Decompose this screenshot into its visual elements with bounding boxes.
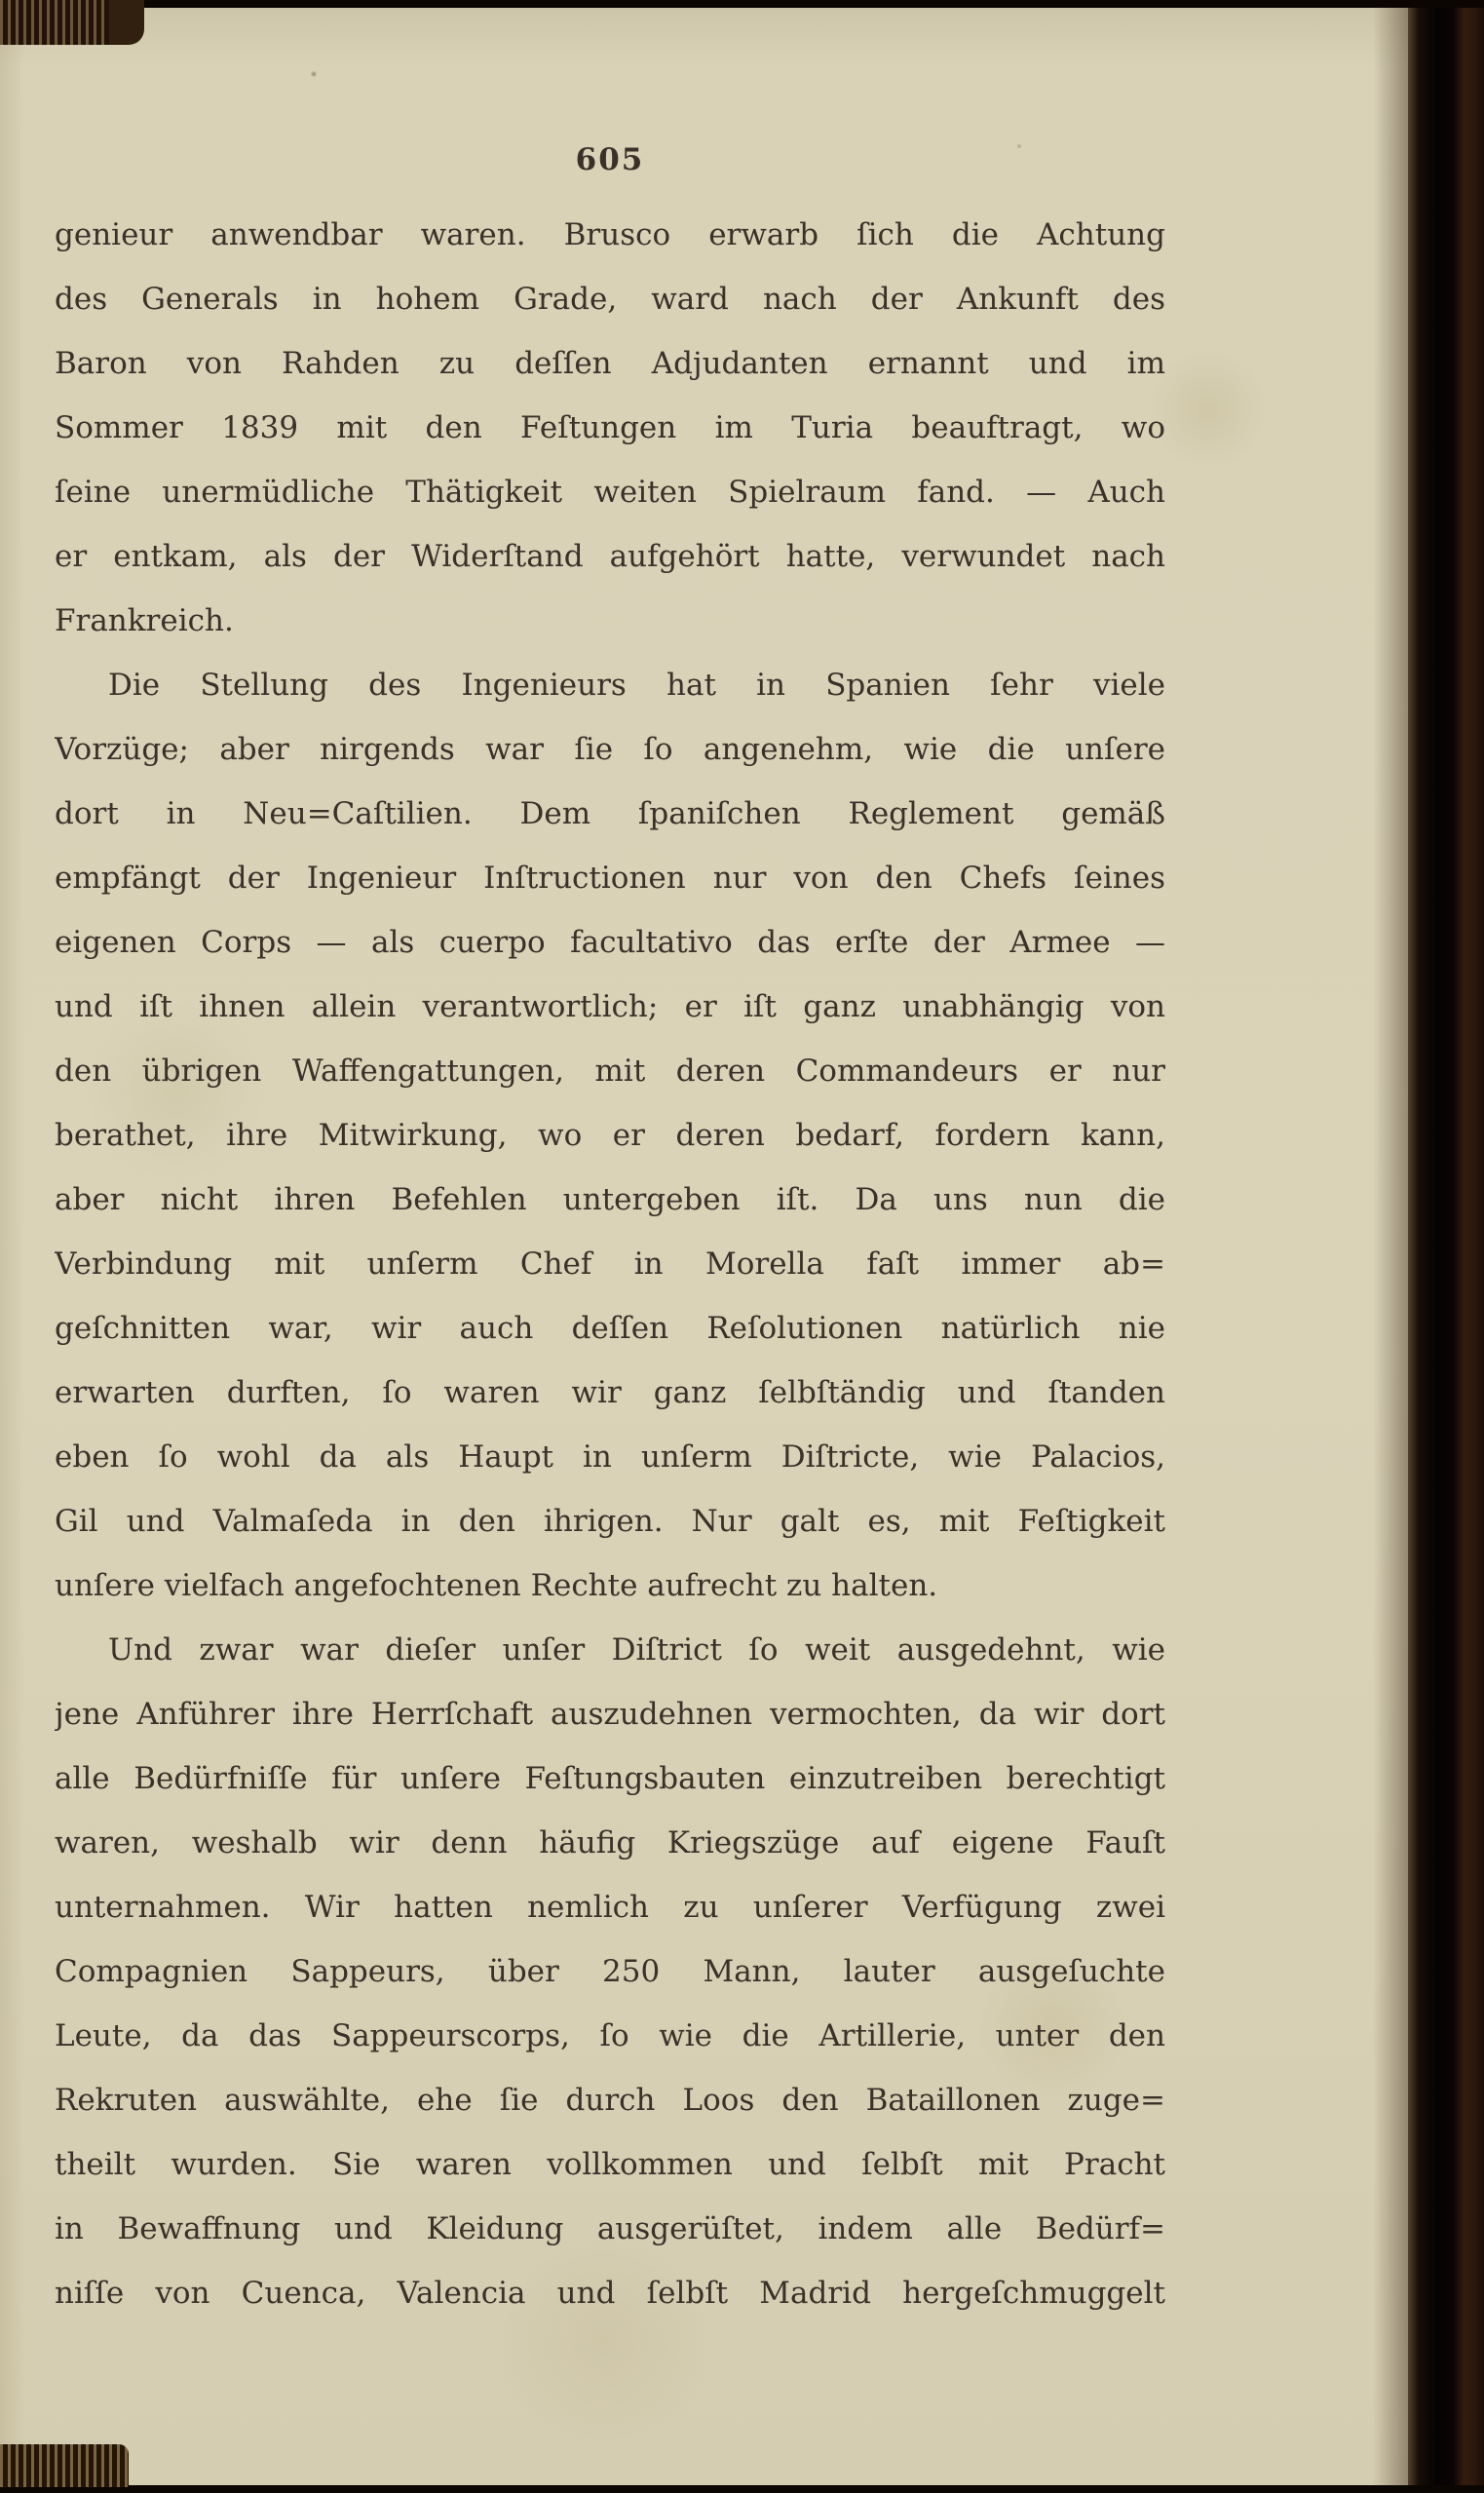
text-line: unternahmen. Wir hatten nemlich zu unſerer Verfügung zwei bbox=[55, 1890, 1165, 1925]
book-spine-right bbox=[1408, 0, 1484, 2493]
text-line: und iſt ihnen allein verantwortlich; er iſt ganz unabhängig von bbox=[55, 989, 1165, 1024]
text-line: Rekruten auswählte, ehe ſie durch Loos den Bataillonen zuge= bbox=[55, 2083, 1165, 2118]
text-line: alle Bedürfniſſe für unſere Feſtungsbauten einzutreiben berechtigt bbox=[55, 1761, 1165, 1796]
scan-edge-bottom bbox=[0, 2485, 1484, 2493]
binding-corner-top-left bbox=[0, 0, 144, 45]
text-line: des Generals in hohem Grade, ward nach der Ankunft des bbox=[55, 282, 1165, 317]
text-line: berathet, ihre Mitwirkung, wo er deren bedarf, fordern kann, bbox=[55, 1118, 1165, 1153]
text-line: empfängt der Ingenieur Inſtructionen nur von den Chefs ſeines bbox=[55, 861, 1165, 896]
text-line: den übrigen Waffengattungen, mit deren Commandeurs er nur bbox=[55, 1054, 1165, 1089]
text-line: Und zwar war dieſer unſer Diſtrict ſo weit ausgedehnt, wie bbox=[108, 1632, 1165, 1668]
text-line: genieur anwendbar waren. Brusco erwarb ſich die Achtung bbox=[55, 217, 1165, 252]
text-line: Frankreich. bbox=[55, 603, 234, 638]
text-line: waren, weshalb wir denn häufig Kriegszüge auf eigene Fauſt bbox=[55, 1825, 1165, 1860]
text-line: unſere vielfach angefochtenen Rechte aufrecht zu halten. bbox=[55, 1568, 938, 1603]
binding-ribs-texture bbox=[0, 0, 109, 45]
text-line: Leute, da das Sappeurscorps, ſo wie die Artillerie, unter den bbox=[55, 2018, 1165, 2053]
text-line: theilt wurden. Sie waren vollkommen und ſelbſt mit Pracht bbox=[55, 2147, 1165, 2182]
text-line: Baron von Rahden zu deſſen Adjudanten ernannt und im bbox=[55, 346, 1165, 381]
text-line: Gil und Valmaſeda in den ihrigen. Nur galt es, mit Feſtigkeit bbox=[55, 1504, 1165, 1539]
text-line: jene Anführer ihre Herrſchaft auszudehnen vermochten, da wir dort bbox=[55, 1697, 1165, 1732]
text-line: niſſe von Cuenca, Valencia und ſelbſt Madrid hergeſchmuggelt bbox=[55, 2276, 1165, 2311]
text-line: dort in Neu=Caſtilien. Dem ſpaniſchen Reglement gemäß bbox=[55, 796, 1165, 831]
text-line: aber nicht ihren Befehlen untergeben iſt. Da uns nun die bbox=[55, 1182, 1165, 1217]
text-line: Verbindung mit unſerm Chef in Morella faſt immer ab= bbox=[55, 1246, 1165, 1282]
text-line: Compagnien Sappeurs, über 250 Mann, lauter ausgeſuchte bbox=[55, 1954, 1165, 1989]
page-text bbox=[55, 203, 1165, 2325]
text-line: ſeine unermüdliche Thätigkeit weiten Spielraum fand. — Auch bbox=[55, 475, 1165, 510]
text-line: Vorzüge; aber nirgends war ſie ſo angenehm, wie die unſere bbox=[55, 732, 1165, 767]
binding-strip-bottom-left bbox=[0, 2444, 129, 2487]
text-line: eigenen Corps — als cuerpo facultativo das erſte der Armee — bbox=[55, 925, 1165, 960]
text-line: erwarten durften, ſo waren wir ganz ſelbſtändig und ſtanden bbox=[55, 1375, 1165, 1410]
scan-edge-top bbox=[0, 0, 1484, 8]
text-line: eben ſo wohl da als Haupt in unſerm Diſtricte, wie Palacios, bbox=[55, 1439, 1165, 1475]
text-line: geſchnitten war, wir auch deſſen Reſolutionen natürlich nie bbox=[55, 1311, 1165, 1346]
text-line: Sommer 1839 mit den Feſtungen im Turia beauftragt, wo bbox=[55, 410, 1165, 445]
page-number: 605 bbox=[575, 142, 645, 177]
text-line: in Bewaffnung und Kleidung ausgerüſtet, indem alle Bedürf= bbox=[55, 2211, 1165, 2246]
text-line: er entkam, als der Widerſtand aufgehört hatte, verwundet nach bbox=[55, 539, 1165, 574]
text-line: Die Stellung des Ingenieurs hat in Spanien ſehr viele bbox=[108, 668, 1165, 703]
